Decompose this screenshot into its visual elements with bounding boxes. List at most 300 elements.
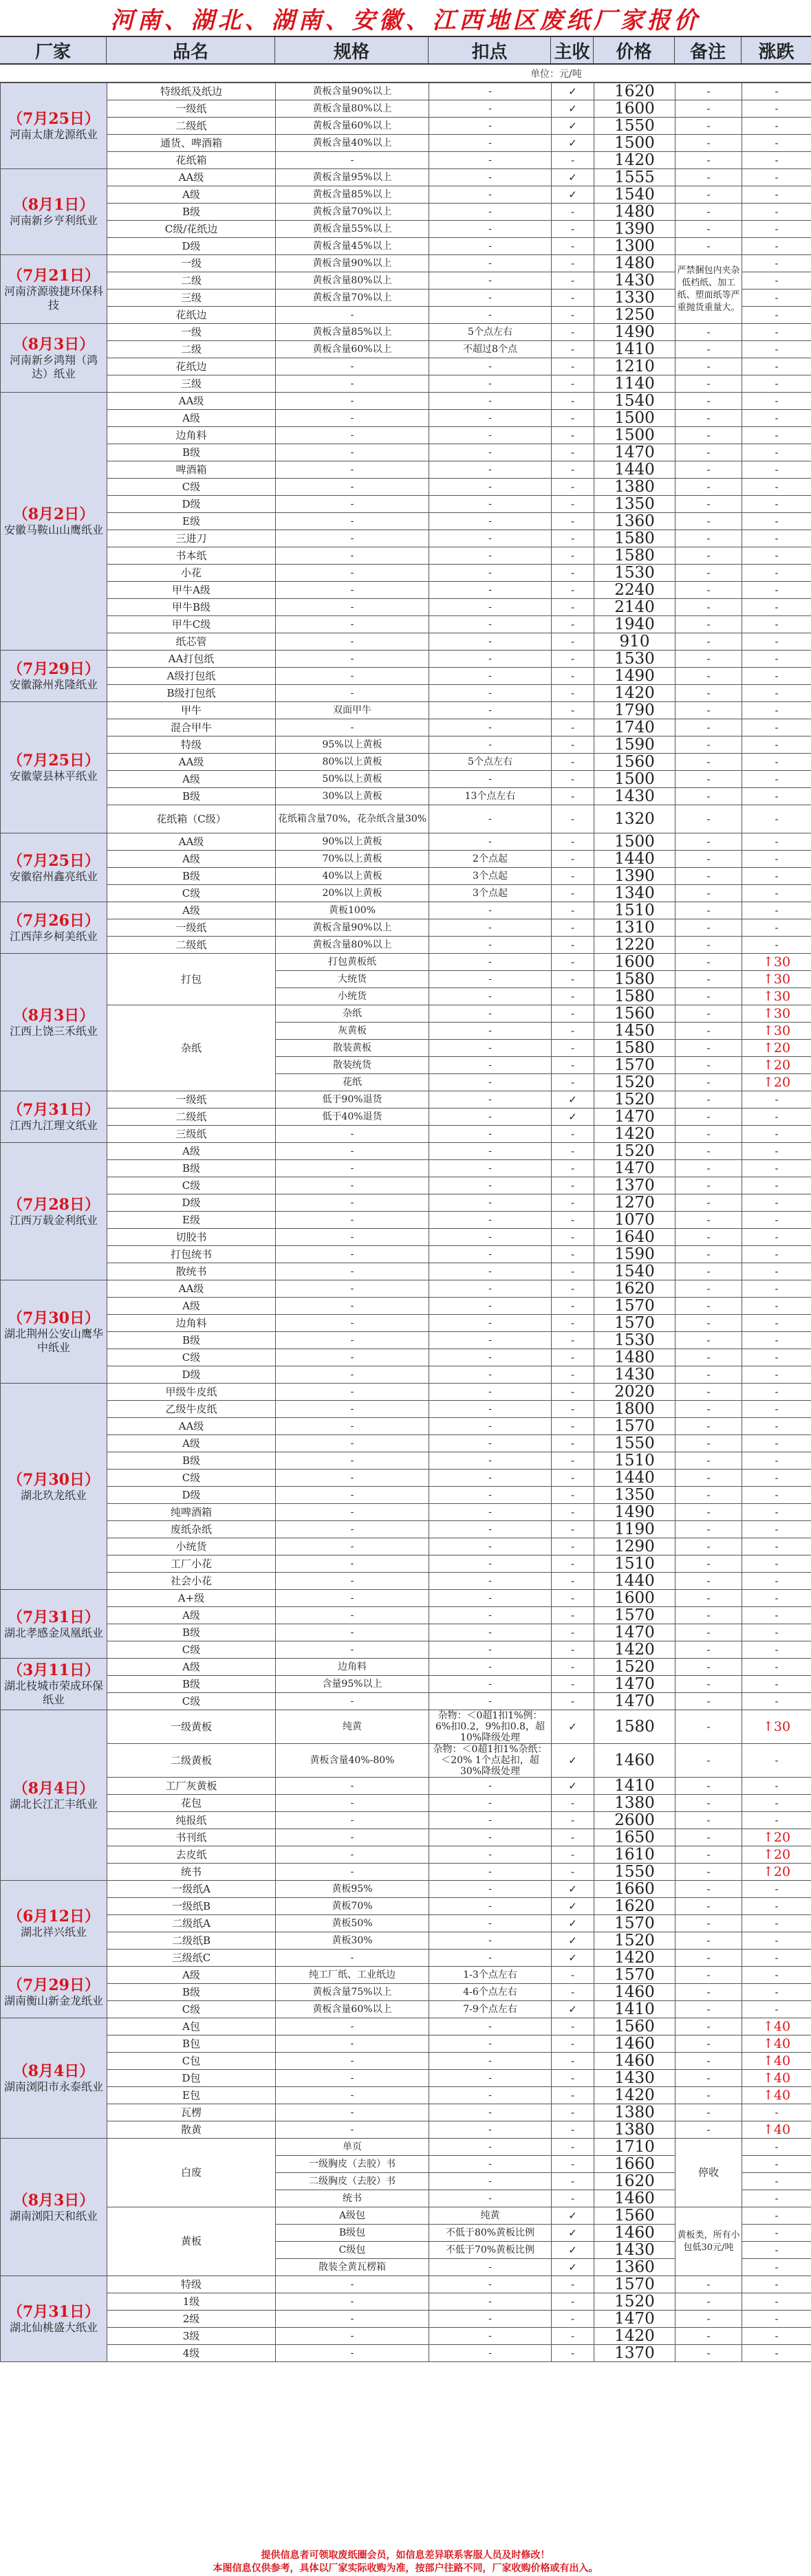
deduction-cell: - bbox=[429, 1332, 552, 1349]
table-row bbox=[1, 565, 811, 582]
change-cell: - bbox=[742, 1641, 811, 1659]
note-cell: - bbox=[675, 919, 742, 937]
note-cell: - bbox=[675, 496, 742, 513]
deduction-cell: - bbox=[429, 565, 552, 582]
spec-cell: - bbox=[276, 1607, 429, 1624]
deduction-cell: - bbox=[429, 702, 552, 719]
change-cell: - bbox=[742, 1332, 811, 1349]
note-cell: - bbox=[675, 2087, 742, 2104]
price-cell: 1420 bbox=[594, 685, 675, 702]
table-row bbox=[1, 83, 811, 100]
change-cell: - bbox=[742, 169, 811, 186]
table-row bbox=[1, 1177, 811, 1194]
note-cell: - bbox=[675, 1659, 742, 1676]
change-cell: - bbox=[742, 1659, 811, 1676]
product-cell: 甲牛C级 bbox=[107, 616, 276, 633]
main-cell: - bbox=[552, 547, 594, 565]
note-cell: - bbox=[675, 616, 742, 633]
main-cell: ✓ bbox=[552, 1898, 594, 1915]
change-cell: - bbox=[742, 736, 811, 754]
deduction-cell: - bbox=[429, 1109, 552, 1126]
product-cell: 废纸杂纸 bbox=[107, 1521, 276, 1538]
deduction-cell: - bbox=[429, 2311, 552, 2328]
spec-cell: 黄板含量40%以上 bbox=[276, 135, 429, 152]
spec-cell: - bbox=[276, 410, 429, 427]
price-cell: 1480 bbox=[594, 255, 675, 272]
spec-cell: - bbox=[276, 2104, 429, 2121]
deduction-cell: - bbox=[429, 954, 552, 971]
price-cell: 1460 bbox=[594, 1744, 675, 1778]
product-cell: 散统书 bbox=[107, 1263, 276, 1280]
table-row bbox=[1, 496, 811, 513]
table-row bbox=[1, 2001, 811, 2018]
change-cell: - bbox=[742, 1607, 811, 1624]
deduction-cell: - bbox=[429, 1349, 552, 1366]
spec-cell: - bbox=[276, 1246, 429, 1263]
product-cell: B级 bbox=[107, 1984, 276, 2001]
price-cell: 1250 bbox=[594, 307, 675, 324]
price-cell: 1190 bbox=[594, 1521, 675, 1538]
change-cell: - bbox=[742, 868, 811, 885]
table-row bbox=[1, 444, 811, 461]
product-cell: C级 bbox=[107, 1693, 276, 1710]
product-cell: B级 bbox=[107, 1160, 276, 1177]
product-cell: D级 bbox=[107, 1366, 276, 1384]
note-cell: - bbox=[675, 2276, 742, 2293]
deduction-cell: - bbox=[429, 1778, 552, 1795]
table-row bbox=[1, 2328, 811, 2345]
price-cell: 1420 bbox=[594, 2087, 675, 2104]
table-row bbox=[1, 530, 811, 547]
spec-cell: 黄板50% bbox=[276, 1915, 429, 1932]
deduction-cell: - bbox=[429, 135, 552, 152]
change-cell: - bbox=[742, 919, 811, 937]
deduction-cell: - bbox=[429, 1194, 552, 1212]
price-cell: 1460 bbox=[594, 2053, 675, 2070]
table-row bbox=[1, 937, 811, 954]
table-row bbox=[1, 2070, 811, 2087]
spec-cell: 50%以上黄板 bbox=[276, 771, 429, 788]
deduction-cell: 不低于80%黄板比例 bbox=[429, 2225, 552, 2242]
table-row bbox=[1, 393, 811, 410]
price-cell: 1460 bbox=[594, 1984, 675, 2001]
product-cell: 书刊纸 bbox=[107, 1829, 276, 1846]
company-cell bbox=[1, 1143, 107, 1280]
change-cell: - bbox=[742, 1315, 811, 1332]
note-cell: - bbox=[675, 1143, 742, 1160]
table-row bbox=[1, 736, 811, 754]
change-cell: - bbox=[742, 565, 811, 582]
price-cell: 1620 bbox=[594, 1898, 675, 1915]
table-row bbox=[1, 547, 811, 565]
change-cell: - bbox=[742, 1263, 811, 1280]
price-cell: 1520 bbox=[594, 2293, 675, 2311]
company-name: 安徽滁州兆隆纸业 bbox=[9, 678, 98, 691]
spec-cell: - bbox=[276, 479, 429, 496]
main-cell: ✓ bbox=[552, 135, 594, 152]
company-cell bbox=[1, 1590, 107, 1659]
price-cell: 1470 bbox=[594, 1676, 675, 1693]
company-name: 江西万载金利纸业 bbox=[9, 1213, 98, 1227]
change-cell: ↑20 bbox=[742, 1057, 811, 1074]
table-row bbox=[1, 1967, 811, 1984]
price-cell: 1220 bbox=[594, 937, 675, 954]
note-cell: - bbox=[675, 1246, 742, 1263]
spec-cell: 40%以上黄板 bbox=[276, 868, 429, 885]
main-cell: - bbox=[552, 2104, 594, 2121]
main-cell: - bbox=[552, 1641, 594, 1659]
deduction-cell: - bbox=[429, 1074, 552, 1091]
spec-cell: - bbox=[276, 513, 429, 530]
product-cell: 一级 bbox=[107, 324, 276, 341]
spec-cell: - bbox=[276, 1693, 429, 1710]
deduction-cell: - bbox=[429, 1040, 552, 1057]
table-row bbox=[1, 1401, 811, 1418]
table-row bbox=[1, 754, 811, 771]
table-row bbox=[1, 1932, 811, 1950]
deduction-cell: - bbox=[429, 2328, 552, 2345]
change-cell: ↑30 bbox=[742, 971, 811, 988]
product-cell: D级 bbox=[107, 1487, 276, 1504]
price-cell: 1600 bbox=[594, 954, 675, 971]
price-cell: 1420 bbox=[594, 1950, 675, 1967]
table-row bbox=[1, 2035, 811, 2053]
main-cell: - bbox=[552, 971, 594, 988]
spec-cell: 花纸 bbox=[276, 1074, 429, 1091]
deduction-cell: - bbox=[429, 2104, 552, 2121]
change-cell: - bbox=[742, 1435, 811, 1452]
deduction-cell: - bbox=[429, 1915, 552, 1932]
deduction-cell: 不低于70%黄板比例 bbox=[429, 2242, 552, 2259]
product-cell: C级 bbox=[107, 1349, 276, 1366]
change-cell: ↑40 bbox=[742, 2018, 811, 2035]
table-row bbox=[1, 788, 811, 805]
main-cell: - bbox=[552, 599, 594, 616]
price-cell: 1420 bbox=[594, 1126, 675, 1143]
change-cell: - bbox=[742, 513, 811, 530]
note-cell: - bbox=[675, 1366, 742, 1384]
unit-row bbox=[0, 65, 811, 83]
company-cell bbox=[1, 1967, 107, 2018]
price-cell: 1500 bbox=[594, 771, 675, 788]
table-row bbox=[1, 1315, 811, 1332]
note-cell: - bbox=[675, 702, 742, 719]
price-cell: 1500 bbox=[594, 135, 675, 152]
price-cell: 1360 bbox=[594, 513, 675, 530]
main-cell: - bbox=[552, 2190, 594, 2207]
note-cell: - bbox=[675, 1109, 742, 1126]
spec-cell: - bbox=[276, 1538, 429, 1556]
table-row bbox=[1, 2207, 811, 2225]
deduction-cell: 5个点左右 bbox=[429, 754, 552, 771]
product-cell: B级 bbox=[107, 1332, 276, 1349]
note-cell: - bbox=[675, 427, 742, 444]
product-cell: 甲级牛皮纸 bbox=[107, 1384, 276, 1401]
spec-cell: - bbox=[276, 530, 429, 547]
note-cell: - bbox=[675, 599, 742, 616]
spec-cell: - bbox=[276, 2087, 429, 2104]
change-cell: - bbox=[742, 2345, 811, 2362]
table-row bbox=[1, 204, 811, 221]
company-date: （7月28日） bbox=[8, 1195, 100, 1214]
deduction-cell: - bbox=[429, 1280, 552, 1298]
note-cell: - bbox=[675, 152, 742, 169]
main-cell: - bbox=[552, 221, 594, 238]
deduction-cell: 7-9个点左右 bbox=[429, 2001, 552, 2018]
change-cell: - bbox=[742, 375, 811, 393]
company-cell bbox=[1, 1881, 107, 1967]
price-cell: 1390 bbox=[594, 221, 675, 238]
main-cell: - bbox=[552, 307, 594, 324]
change-cell: ↑30 bbox=[742, 1023, 811, 1040]
change-cell: ↑20 bbox=[742, 1074, 811, 1091]
price-cell: 1570 bbox=[594, 1298, 675, 1315]
header-note: 备注 bbox=[675, 37, 742, 63]
spec-cell: 95%以上黄板 bbox=[276, 736, 429, 754]
main-cell: - bbox=[552, 2070, 594, 2087]
price-cell: 1480 bbox=[594, 1349, 675, 1366]
price-cell: 1660 bbox=[594, 1881, 675, 1898]
table-row bbox=[1, 1641, 811, 1659]
price-cell: 1580 bbox=[594, 971, 675, 988]
table-row bbox=[1, 1280, 811, 1298]
deduction-cell: - bbox=[429, 1366, 552, 1384]
change-cell: ↑30 bbox=[742, 954, 811, 971]
spec-cell: 双面甲牛 bbox=[276, 702, 429, 719]
note-cell: - bbox=[675, 341, 742, 358]
product-cell: 黄板 bbox=[107, 2207, 276, 2276]
price-cell: 1380 bbox=[594, 479, 675, 496]
price-cell: 1140 bbox=[594, 375, 675, 393]
main-cell: - bbox=[552, 1487, 594, 1504]
table-row bbox=[1, 805, 811, 833]
spec-cell: - bbox=[276, 651, 429, 668]
spec-cell: 杂纸 bbox=[276, 1005, 429, 1023]
deduction-cell: - bbox=[429, 530, 552, 547]
product-cell: B级 bbox=[107, 788, 276, 805]
table-row bbox=[1, 1435, 811, 1452]
spec-cell: 纯黄 bbox=[276, 1710, 429, 1744]
price-cell: 1570 bbox=[594, 1967, 675, 1984]
spec-cell: 大统货 bbox=[276, 971, 429, 988]
price-cell: 1610 bbox=[594, 1846, 675, 1864]
price-cell: 1800 bbox=[594, 1401, 675, 1418]
table-row bbox=[1, 919, 811, 937]
company-name: 湖北孝感金凤凰纸业 bbox=[3, 1626, 103, 1639]
main-cell: - bbox=[552, 788, 594, 805]
spec-cell: - bbox=[276, 1624, 429, 1641]
change-cell: - bbox=[742, 902, 811, 919]
table-row bbox=[1, 1246, 811, 1263]
company-date: （8月1日） bbox=[12, 196, 95, 214]
note-cell: - bbox=[675, 1556, 742, 1573]
header-product: 品名 bbox=[107, 37, 275, 63]
deduction-cell: - bbox=[429, 255, 552, 272]
spec-cell: - bbox=[276, 1521, 429, 1538]
price-cell: 1580 bbox=[594, 1040, 675, 1057]
main-cell: - bbox=[552, 358, 594, 375]
spec-cell: - bbox=[276, 1452, 429, 1470]
product-cell: E级 bbox=[107, 513, 276, 530]
note-cell: - bbox=[675, 1177, 742, 1194]
product-cell: 统书 bbox=[107, 1864, 276, 1881]
table-row bbox=[1, 1881, 811, 1898]
deduction-cell: - bbox=[429, 599, 552, 616]
deduction-cell: - bbox=[429, 2035, 552, 2053]
spec-cell: 黄板含量70%以上 bbox=[276, 204, 429, 221]
note-cell: - bbox=[675, 358, 742, 375]
spec-cell: 黄板含量60%以上 bbox=[276, 2001, 429, 2018]
deduction-cell: - bbox=[429, 272, 552, 290]
spec-cell: - bbox=[276, 1795, 429, 1812]
main-cell: - bbox=[552, 461, 594, 479]
product-cell: 花包 bbox=[107, 1795, 276, 1812]
deduction-cell: - bbox=[429, 1246, 552, 1263]
product-cell: AA级 bbox=[107, 833, 276, 851]
note-cell: - bbox=[675, 204, 742, 221]
main-cell: - bbox=[552, 444, 594, 461]
table-row bbox=[1, 169, 811, 186]
change-cell: - bbox=[742, 1246, 811, 1263]
change-cell: - bbox=[742, 2242, 811, 2259]
note-cell: - bbox=[675, 1641, 742, 1659]
main-cell: - bbox=[552, 238, 594, 255]
spec-cell: 黄板含量90%以上 bbox=[276, 83, 429, 100]
main-cell: - bbox=[552, 1177, 594, 1194]
deduction-cell: - bbox=[429, 83, 552, 100]
main-cell: ✓ bbox=[552, 118, 594, 135]
main-cell: ✓ bbox=[552, 1881, 594, 1898]
table-row bbox=[1, 135, 811, 152]
spec-cell: 边角料 bbox=[276, 1659, 429, 1676]
main-cell: - bbox=[552, 2311, 594, 2328]
note-cell: - bbox=[675, 1418, 742, 1435]
table-row bbox=[1, 479, 811, 496]
price-cell: 1350 bbox=[594, 1487, 675, 1504]
main-cell: - bbox=[552, 1023, 594, 1040]
price-cell: 1540 bbox=[594, 186, 675, 204]
table-row bbox=[1, 1160, 811, 1177]
note-cell: - bbox=[675, 736, 742, 754]
note-cell: - bbox=[675, 885, 742, 902]
note-cell: - bbox=[675, 1023, 742, 1040]
spec-cell: - bbox=[276, 2035, 429, 2053]
change-cell: - bbox=[742, 1143, 811, 1160]
table-row bbox=[1, 2293, 811, 2311]
change-cell: - bbox=[742, 754, 811, 771]
price-cell: 2020 bbox=[594, 1384, 675, 1401]
company-cell bbox=[1, 651, 107, 702]
price-cell: 1520 bbox=[594, 1143, 675, 1160]
note-cell: - bbox=[675, 1710, 742, 1744]
spec-cell: - bbox=[276, 2070, 429, 2087]
deduction-cell: - bbox=[429, 479, 552, 496]
table-row bbox=[1, 1298, 811, 1315]
deduction-cell: - bbox=[429, 358, 552, 375]
company-date: （7月30日） bbox=[8, 1470, 100, 1489]
main-cell: - bbox=[552, 255, 594, 272]
main-cell: - bbox=[552, 754, 594, 771]
main-cell: - bbox=[552, 204, 594, 221]
main-cell: - bbox=[552, 1435, 594, 1452]
spec-cell: - bbox=[276, 1298, 429, 1315]
main-cell: - bbox=[552, 1659, 594, 1676]
deduction-cell: - bbox=[429, 2139, 552, 2156]
table-row bbox=[1, 599, 811, 616]
main-cell: - bbox=[552, 2018, 594, 2035]
deduction-cell: - bbox=[429, 2018, 552, 2035]
table-row bbox=[1, 100, 811, 118]
price-cell: 1430 bbox=[594, 272, 675, 290]
company-name: 湖北仙桃盛大纸业 bbox=[9, 2321, 98, 2334]
price-cell: 1520 bbox=[594, 1932, 675, 1950]
note-cell: - bbox=[675, 1607, 742, 1624]
deduction-cell: - bbox=[429, 238, 552, 255]
price-cell: 1570 bbox=[594, 1315, 675, 1332]
note-cell: - bbox=[675, 513, 742, 530]
table-row bbox=[1, 1778, 811, 1795]
table-row bbox=[1, 358, 811, 375]
main-cell: - bbox=[552, 633, 594, 651]
table-row bbox=[1, 1091, 811, 1109]
main-cell: - bbox=[552, 1280, 594, 1298]
spec-cell: - bbox=[276, 668, 429, 685]
price-cell: 1470 bbox=[594, 1693, 675, 1710]
main-cell: - bbox=[552, 1693, 594, 1710]
spec-cell: - bbox=[276, 1160, 429, 1177]
company-date: （7月30日） bbox=[8, 1309, 100, 1327]
spec-cell: 黄板含量90%以上 bbox=[276, 255, 429, 272]
note-cell: - bbox=[675, 1538, 742, 1556]
deduction-cell: - bbox=[429, 1452, 552, 1470]
company-name: 湖北荆州公安山鹰华中纸业 bbox=[3, 1327, 103, 1354]
change-cell: - bbox=[742, 479, 811, 496]
table-row bbox=[1, 2276, 811, 2293]
deduction-cell: - bbox=[429, 496, 552, 513]
main-cell: - bbox=[552, 937, 594, 954]
company-date: （7月25日） bbox=[8, 752, 100, 769]
spec-cell: 黄板含量80%以上 bbox=[276, 937, 429, 954]
deduction-cell: - bbox=[429, 1795, 552, 1812]
product-cell: B级打包纸 bbox=[107, 685, 276, 702]
spec-cell: 80%以上黄板 bbox=[276, 754, 429, 771]
main-cell: - bbox=[552, 736, 594, 754]
spec-cell: - bbox=[276, 719, 429, 736]
change-cell: - bbox=[742, 1812, 811, 1829]
main-cell: - bbox=[552, 1384, 594, 1401]
change-cell: - bbox=[742, 83, 811, 100]
unit-label: 单位：元/吨 bbox=[530, 68, 582, 80]
company-cell bbox=[1, 1280, 107, 1384]
header-company: 厂家 bbox=[0, 37, 107, 63]
company-name: 江西上饶三禾纸业 bbox=[9, 1024, 98, 1038]
main-cell: - bbox=[552, 885, 594, 902]
change-cell: ↑20 bbox=[742, 1040, 811, 1057]
price-cell: 1560 bbox=[594, 754, 675, 771]
table-row bbox=[1, 616, 811, 633]
change-cell: - bbox=[742, 186, 811, 204]
change-cell: - bbox=[742, 2104, 811, 2121]
spec-cell: - bbox=[276, 1778, 429, 1795]
price-cell: 2140 bbox=[594, 599, 675, 616]
table-row bbox=[1, 651, 811, 668]
price-cell: 1500 bbox=[594, 427, 675, 444]
deduction-cell: - bbox=[429, 1676, 552, 1693]
company-date: （7月21日） bbox=[8, 266, 100, 285]
product-cell: 打包统书 bbox=[107, 1246, 276, 1263]
change-cell: ↑40 bbox=[742, 2121, 811, 2139]
company-name: 安徽马鞍山山鹰纸业 bbox=[3, 523, 103, 536]
